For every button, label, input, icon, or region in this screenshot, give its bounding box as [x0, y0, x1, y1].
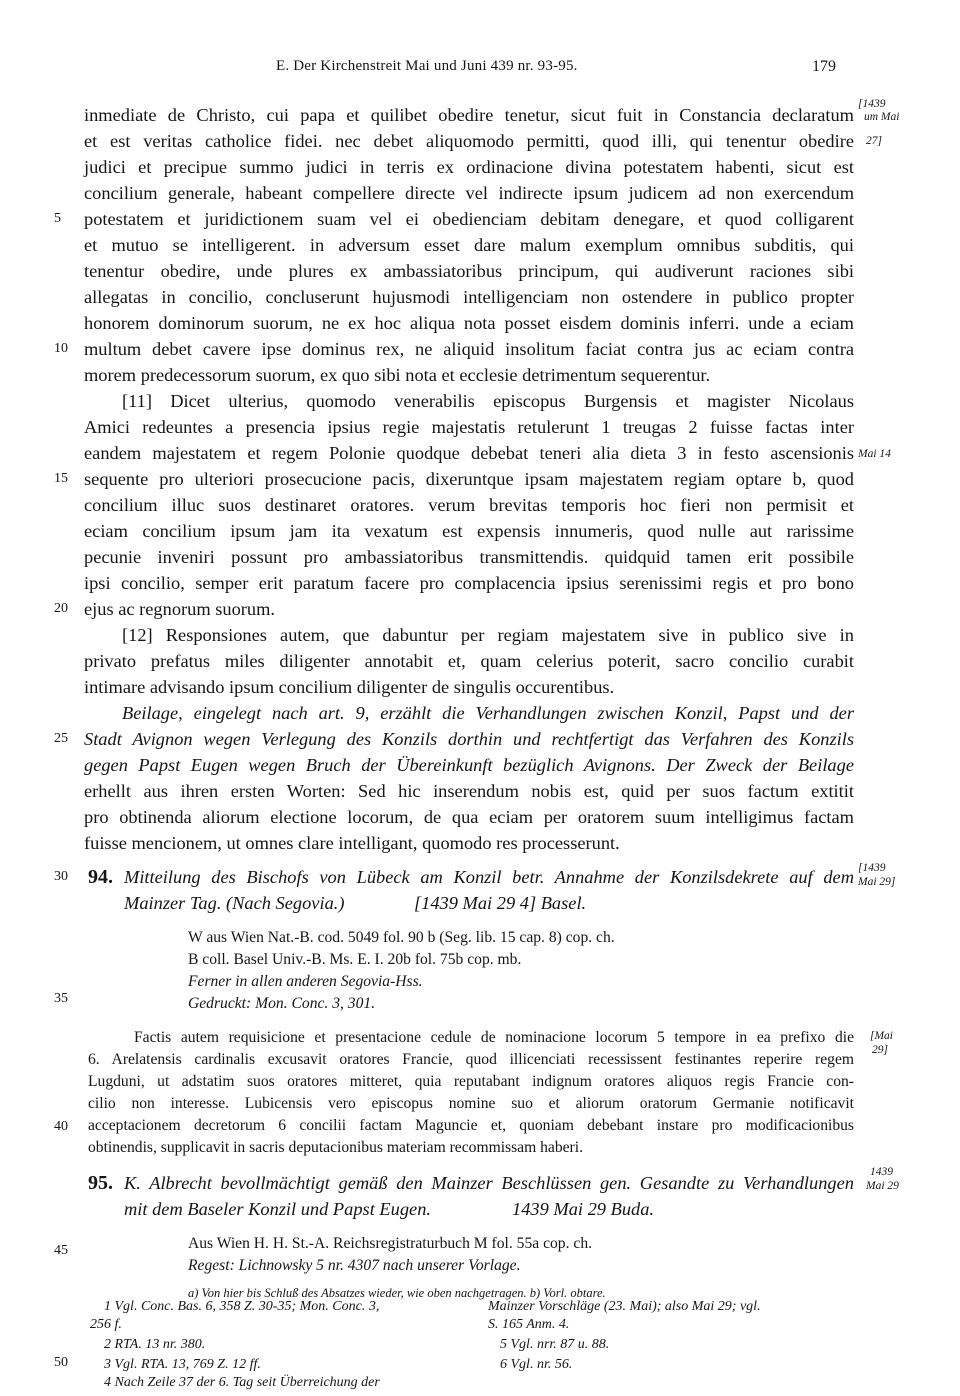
- margin-note: 29]: [872, 1044, 888, 1056]
- variant-notes: a) Von hier bis Schluß des Absatzes wieder, wie oben nachgetragen. b) Vorl. obtare.: [188, 1286, 606, 1300]
- text-line: et mutuo se intelligerent. in adversum esset dare malum exemplum omnibus subditis, qui: [84, 235, 854, 255]
- footnote-4-text: 4 Nach Zeile 37 der 6. Tag seit Überreichung der: [104, 1375, 380, 1390]
- doc94-text-line: Factis autem requisicione et presentacione cedule de nominacione locorum 5 tempore in ea prefixo die: [134, 1029, 854, 1046]
- doc95-source: Regest: Lichnowsky 5 nr. 4307 nach unserer Vorlage.: [188, 1257, 521, 1274]
- text-line: sequente pro ulteriori prosecucione pacis, dixeruntque ipsam majestatem regiam optare b, quod: [84, 469, 854, 489]
- text-line: concilium generale, habeant compellere directe vel indirecte ipsum judicem ad non exercendum: [84, 183, 854, 203]
- footnote-line: 3 Vgl. RTA. 13, 769 Z. 12 ff.: [104, 1357, 261, 1372]
- footnote-line: 1 Vgl. Conc. Bas. 6, 358 Z. 30-35; Mon. Conc. 3,: [104, 1299, 380, 1314]
- doc94-title-line: Mitteilung des Bischofs von Lübeck am Konzil betr. Annahme der Konzilsdekrete auf dem: [124, 867, 854, 887]
- line-number: 50: [54, 1355, 68, 1370]
- footnote-line: Mainzer Vorschläge (23. Mai); also Mai 29; vgl.: [488, 1299, 761, 1314]
- footnote-line: 5 Vgl. nrr. 87 u. 88.: [500, 1337, 610, 1352]
- line-number: 10: [54, 341, 68, 356]
- doc94-text-line: acceptacionem decretorum 6 concilii factam Maguncie et, quoniam debebant instare pro modificacionibus: [88, 1117, 854, 1134]
- margin-note: 1439: [870, 1166, 893, 1178]
- text-line: ipsi concilio, semper erit paratum facere pro complacencia ipsius serenissimi regis et pro bono: [84, 573, 854, 593]
- text-line: allegatas in concilio, concluserunt hujusmodi intelligenciam non ostendere in publico propter: [84, 287, 854, 307]
- line-number: 30: [54, 869, 68, 884]
- line-number: 35: [54, 991, 68, 1006]
- text-line: erhellt aus ihren ersten Worten: Sed hic inserendum nobis est, quid per suos factum extitit: [84, 781, 854, 801]
- footnote-line: [104, 1374, 380, 1392]
- doc94-text-line: cilio non interesse. Lubicensis vero episcopus nomine suo et aliorum oratorum Germanie notificavit: [88, 1095, 854, 1112]
- text-line: concilium illuc suos destinaret oratores. verum brevitas temporis hoc fieri non permisit et: [84, 495, 854, 515]
- text-line: pro obtinenda aliorum electione locorum, de qua eciam per oratorem suum intelligimus factam: [84, 807, 854, 827]
- text-line: morem predecessorum suorum, ex quo sibi nota et ecclesie detrimentum sequerentur.: [84, 365, 711, 385]
- margin-note: 27]: [866, 135, 882, 147]
- doc94-source: Ferner in allen anderen Segovia-Hss.: [188, 973, 423, 990]
- line-number: 25: [54, 731, 68, 746]
- text-line: inmediate de Christo, cui papa et quilibet obedire tenetur, sicut fuit in Constancia declaratum: [84, 105, 854, 125]
- running-header: [0, 58, 960, 88]
- doc95-date: 1439 Mai 29 Buda.: [512, 1199, 655, 1219]
- margin-note: [1439: [858, 862, 886, 874]
- text-line: multum debet cavere ipse dominus rex, ne aliquid insolitum faciat contra jus ac eciam contra: [84, 339, 854, 359]
- doc95-title-line: mit dem Baseler Konzil und Papst Eugen.: [124, 1199, 431, 1219]
- text-line: Beilage, eingelegt nach art. 9, erzählt die Verhandlungen zwischen Konzil, Papst und der: [122, 703, 854, 723]
- text-line: ejus ac regnorum suorum.: [84, 599, 276, 619]
- text-line: pecunie inveniri possunt pro ambassiatoribus transmittendis. quidquid tamen erit possibile: [84, 547, 854, 567]
- text-line: [11] Dicet ulterius, quomodo venerabilis episcopus Burgensis et magister Nicolaus: [122, 391, 854, 411]
- doc94-text-line: 6. Arelatensis cardinalis excusavit oratores Francie, quod illicenciati recessissent festinantes reperire regem: [88, 1051, 854, 1068]
- margin-note: um Mai: [864, 111, 900, 123]
- doc95-source: Aus Wien H. H. St.-A. Reichsregistraturbuch M fol. 55a cop. ch.: [188, 1235, 593, 1252]
- doc95-number: 95.: [88, 1172, 113, 1194]
- margin-note: [Mai: [870, 1030, 893, 1042]
- margin-note: Mai 14: [858, 448, 891, 460]
- text-line: Stadt Avignon wegen Verlegung des Konzils dorthin und rechtfertigt das Verfahren des Konzils: [84, 729, 854, 749]
- footnote-line: 6 Vgl. nr. 56.: [500, 1357, 573, 1372]
- text-line: eciam concilium ipsum jam ita vexatum est expensis innumeris, quod nulle aut rarissime: [84, 521, 854, 541]
- text-line: [12] Responsiones autem, que dabuntur per regiam majestatem sive in publico sive in: [122, 625, 854, 645]
- doc94-source: B coll. Basel Univ.-B. Ms. E. I. 20b fol. 75b cop. mb.: [188, 951, 522, 968]
- margin-note: [1439: [858, 98, 886, 110]
- doc95-title-line: K. Albrecht bevollmächtigt gemäß den Mainzer Beschlüssen gen. Gesandte zu Verhandlungen: [124, 1173, 854, 1193]
- doc94-source: W aus Wien Nat.-B. cod. 5049 fol. 90 b (Seg. lib. 15 cap. 8) cop. ch.: [188, 929, 615, 946]
- page-number: 179: [812, 58, 836, 75]
- running-title: E. Der Kirchenstreit Mai und Juni 439 nr. 93-95.: [276, 58, 578, 74]
- line-number: 15: [54, 471, 68, 486]
- doc94-number: 94.: [88, 866, 113, 888]
- line-number: 20: [54, 601, 68, 616]
- margin-note: Mai 29]: [858, 876, 896, 888]
- text-line: gegen Papst Eugen wegen Bruch der Übereinkunft bezüglich Avignons. Der Zweck der Beilage: [84, 755, 854, 775]
- footnote-line: S. 165 Anm. 4.: [488, 1317, 570, 1332]
- doc94-date: [1439 Mai 29 4] Basel.: [414, 893, 587, 913]
- text-line: potestatem et juridictionem suam vel ei obedienciam debitam denegare, et quod colligarent: [84, 209, 854, 229]
- text-line: privato prefatus miles diligenter annotabit et, quam celerius poterit, sacro concilio curabit: [84, 651, 854, 671]
- line-number: 5: [54, 211, 61, 226]
- doc94-text-line: obtinendis, supplicavit in sacris deputacionibus materiam recommissam haberi.: [88, 1139, 583, 1156]
- doc94-text-line: Lugduni, ut adstatim suos oratores mitteret, quia reputabant indignum oratores aliquos regis Francie con-: [88, 1073, 854, 1090]
- text-line: intimare advisando ipsum concilium diligenter de singulis occurentibus.: [84, 677, 615, 697]
- margin-note: Mai 29: [866, 1180, 899, 1192]
- footnote-line: 2 RTA. 13 nr. 380.: [104, 1337, 206, 1352]
- doc94-title-line: Mainzer Tag. (Nach Segovia.): [124, 893, 345, 913]
- text-line: tenentur obedire, unde plures ex ambassiatoribus principum, qui audiverunt raciones sibi: [84, 261, 854, 281]
- line-number: 45: [54, 1243, 68, 1258]
- line-number: 40: [54, 1119, 68, 1134]
- footnote-line: 256 f.: [90, 1317, 122, 1332]
- text-line: honorem dominorum suorum, ne ex hoc aliqua nota posset eisdem dominis inferri. unde a eciam: [84, 313, 854, 333]
- text-line: eandem majestatem et regem Polonie quodque debebat teneri alia dieta 3 in festo ascensionis: [84, 443, 854, 463]
- doc94-source: Gedruckt: Mon. Conc. 3, 301.: [188, 995, 376, 1012]
- text-line: fuisse mencionem, ut omnes clare intelligant, quomodo res processerunt.: [84, 833, 620, 853]
- text-line: judici et precipue summo judici in terris ex ordinacione divina potestatem habenti, sicut est: [84, 157, 854, 177]
- text-line: Amici redeuntes a presencia ipsius regie majestatis retulerunt 1 treugas 2 fuisse factas inter: [84, 417, 854, 437]
- text-line: et est veritas catholice fidei. nec debet aliquomodo permitti, quod illi, qui tenentur obedire: [84, 131, 854, 151]
